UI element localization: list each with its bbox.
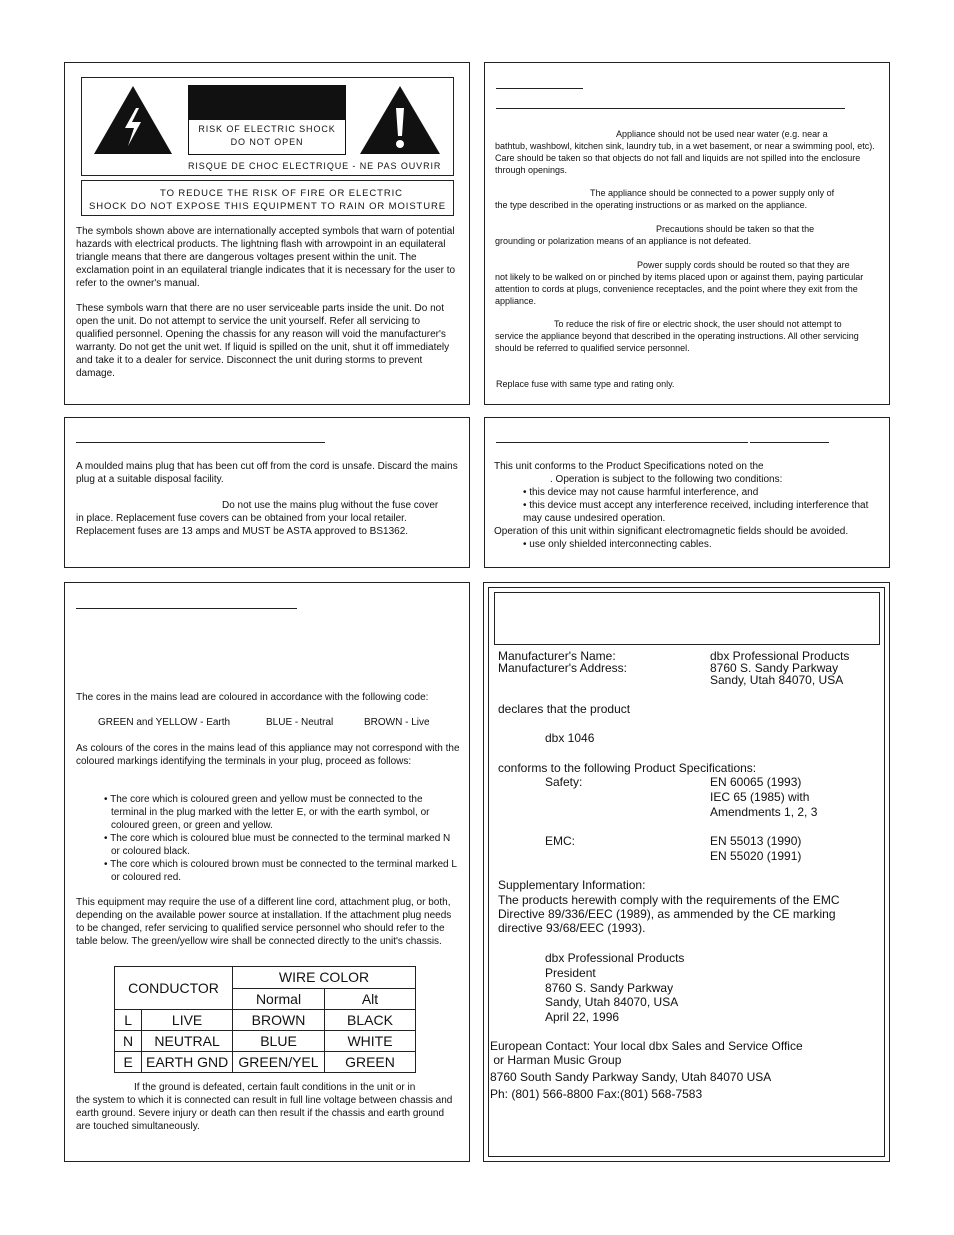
emc-label: EMC: — [545, 834, 575, 848]
signatory-address2: Sandy, Utah 84070, USA — [545, 995, 679, 1009]
fire-warning-line2: SHOCK DO NOT EXPOSE THIS EQUIPMENT TO RAIN OR MOISTURE — [88, 201, 447, 212]
no-serviceable-parts-paragraph: These symbols warn that there are no user serviceable parts inside the unit. Do not open the unit. Do not attempt to service the unit yourself. Refer all servicing to qualified personnel. Opening the chassis for any reason will void the manufacturer's warranty. Do not get the unit wet. If liquid is spilled on the unit, shut it off immediately and take it to a dealer for service. Disconnect the unit during storms to prevent damage. — [76, 303, 450, 379]
manufacturer-name: dbx Professional Products — [710, 649, 850, 663]
safety-label: Safety: — [545, 775, 583, 789]
safety-spec2: IEC 65 (1985) with — [710, 790, 810, 804]
fcc-heading-rule — [496, 442, 748, 443]
supplementary-line2: Directive 89/336/EEC (1989), as ammended by the CE marking — [498, 907, 836, 921]
uk-paragraph2: As colours of the cores in the mains lead of this appliance may not correspond with the coloured markings identifying the terminals in your plug, proceed as follows: — [76, 743, 460, 767]
table-row — [115, 1010, 416, 1031]
plug-paragraph2-line1: Do not use the mains plug without the fuse cover — [222, 500, 439, 511]
plug-heading-rule — [76, 442, 325, 443]
fcc-bullet2: • this device must accept any interference received, including interference that may cause undesired operation. — [523, 500, 869, 524]
fcc-line3: Operation of this unit within significant electromagnetic fields should be avoided. — [494, 526, 849, 537]
shock-warning-line1: RISK OF ELECTRIC SHOCK — [198, 124, 336, 134]
manufacturer-name-label: Manufacturer's Name: — [498, 649, 616, 663]
signatory-date: April 22, 1996 — [545, 1010, 620, 1024]
safety-spec1: EN 60065 (1993) — [710, 775, 802, 789]
uk-bullet1: • The core which is coloured green and yellow must be connected to the terminal in the plug marked with the letter E, or with the earth symbol, or coloured green, or green and yellow. — [104, 794, 430, 831]
power-line2: the type described in the operating instructions or as marked on the appliance. — [495, 200, 808, 210]
power-line1: The appliance should be connected to a power supply only of — [590, 188, 835, 198]
conductor-code: L — [115, 1010, 142, 1031]
cord-line1: Power supply cords should be routed so that they are — [637, 260, 850, 270]
signatory-title: President — [545, 966, 596, 980]
table-row — [115, 1031, 416, 1052]
grounding-line2: grounding or polarization means of an appliance is not defeated. — [495, 236, 752, 246]
symbols-paragraph: The symbols shown above are internationally accepted symbols that warn of potential hazards with electrical products. The lightning flash with arrowpoint in an equilateral triangle means that there are dangerous voltages present within the unit. The exclamation point in an equilateral triangle indicates that it is necessary for the user to refer to the owner's manual. — [76, 226, 456, 289]
uk-paragraph3: This equipment may require the use of a different line cord, attachment plug, or both, depending on the available power source at installation. If the attachment plug needs to be changed, refer servicing to qualified service personnel who should refer to the table below. The green/yellow wire shall be connected directly to the unit's chassis. — [76, 897, 452, 947]
supplementary-line3: directive 93/68/EEC (1993). — [498, 921, 646, 935]
product-name: dbx 1046 — [545, 731, 595, 745]
alt-header: Alt — [325, 988, 416, 1010]
uk-bullet3: • The core which is coloured brown must be connected to the terminal marked L or coloured red. — [104, 859, 457, 883]
conductor-code: N — [115, 1031, 142, 1052]
fcc-line1: This unit conforms to the Product Specifications noted on the — [494, 461, 764, 472]
manufacturer-address2: Sandy, Utah 84070, USA — [710, 673, 844, 687]
safety-heading-rule — [496, 88, 583, 89]
conductor-header: CONDUCTOR — [115, 967, 233, 1010]
fire-warning-line1: TO REDUCE THE RISK OF FIRE OR ELECTRIC — [160, 188, 403, 199]
european-contact-line4: Ph: (801) 566-8800 Fax:(801) 568-7583 — [490, 1087, 703, 1101]
water-line1: Appliance should not be used near water (e.g. near a — [616, 129, 828, 139]
servicing-line1: To reduce the risk of fire or electric shock, the user should not attempt to — [554, 319, 842, 329]
supplementary-line1: The products herewith comply with the requirements of the EMC — [498, 893, 840, 907]
mains-plug-panel — [64, 417, 470, 568]
conductor-name: NEUTRAL — [142, 1031, 233, 1052]
emc-spec2: EN 55020 (1991) — [710, 849, 802, 863]
european-contact-line2: or Harman Music Group — [490, 1053, 622, 1067]
safety-subheading-rule — [496, 108, 845, 109]
signatory-address1: 8760 S. Sandy Parkway — [545, 981, 674, 995]
fcc-bullet1: • this device may not cause harmful interference, and — [523, 487, 759, 498]
code-brown: BROWN - Live — [364, 717, 430, 728]
manufacturer-address-label: Manufacturer's Address: — [498, 661, 628, 675]
normal-color: BLUE — [233, 1031, 325, 1052]
plug-paragraph2-rest: in place. Replacement fuse covers can be obtained from your local retailer. Replacement fuses are 13 amps and MUST be ASTA approved to BS1362. — [76, 513, 409, 537]
french-warning: RISQUE DE CHOC ELECTRIQUE - NE PAS OUVRIR — [188, 161, 442, 171]
code-green-yellow: GREEN and YELLOW - Earth — [98, 717, 231, 728]
signatory-company: dbx Professional Products — [545, 951, 685, 965]
cord-rest: not likely to be walked on or pinched by items placed upon or against them, paying particular attention to cords at plugs, convenience receptacles, and the point where they exit from the appliance. — [495, 272, 864, 306]
exclamation-triangle-icon — [358, 84, 442, 156]
table-row — [115, 1052, 416, 1073]
conductor-name: EARTH GND — [142, 1052, 233, 1073]
wire-color-header: WIRE COLOR — [233, 967, 416, 989]
ground-warning-line1: If the ground is defeated, certain fault conditions in the unit or in — [134, 1082, 416, 1093]
servicing-rest: service the appliance beyond that described in the operating instructions. All other servicing should be referred to qualified service personnel. — [495, 331, 859, 353]
normal-color: GREEN/YEL — [233, 1052, 325, 1073]
conductor-code: E — [115, 1052, 142, 1073]
supplementary-title: Supplementary Information: — [498, 878, 646, 892]
conforms-text: conforms to the following Product Specifications: — [498, 761, 757, 775]
fcc-line2: . Operation is subject to the following two conditions: — [550, 474, 783, 485]
wire-color-table — [114, 966, 416, 1073]
conductor-name: LIVE — [142, 1010, 233, 1031]
shock-warning-line2: DO NOT OPEN — [230, 137, 304, 147]
normal-color: BROWN — [233, 1010, 325, 1031]
plug-paragraph1: A moulded mains plug that has been cut off from the cord is unsafe. Discard the mains plug at a suitable disposal facility. — [76, 461, 458, 485]
alt-color: BLACK — [325, 1010, 416, 1031]
uk-heading-rule — [76, 608, 297, 609]
alt-color: GREEN — [325, 1052, 416, 1073]
european-contact-line3: 8760 South Sandy Parkway Sandy, Utah 84070 USA — [490, 1070, 772, 1084]
water-rest: bathtub, washbowl, kitchen sink, laundry tub, in a wet basement, or near a swimming pool, etc). Care should be taken so that objects do not fall and liquids are not spilled into the enclosure through openings. — [495, 141, 875, 175]
ground-warning-rest: the system to which it is connected can result in full line voltage between chassis and earth ground. Severe injury or death can then result if the chassis and earth ground are touched simultaneously. — [76, 1095, 453, 1132]
declaration-title-frame — [494, 592, 880, 645]
uk-bullet2: • The core which is coloured blue must be connected to the terminal marked N or coloured black. — [104, 833, 451, 857]
normal-header: Normal — [233, 988, 325, 1010]
grounding-line1: Precautions should be taken so that the — [656, 224, 815, 234]
uk-intro: The cores in the mains lead are coloured in accordance with the following code: — [76, 692, 429, 703]
emc-spec1: EN 55013 (1990) — [710, 834, 802, 848]
fcc-bullet3: • use only shielded interconnecting cables. — [523, 539, 712, 550]
safety-spec3: Amendments 1, 2, 3 — [710, 805, 818, 819]
lightning-triangle-icon — [92, 84, 174, 156]
declares-text: declares that the product — [498, 702, 631, 716]
fcc-heading-rule2 — [750, 442, 829, 443]
fuse-line: Replace fuse with same type and rating only. — [496, 379, 675, 389]
manufacturer-address1: 8760 S. Sandy Parkway — [710, 661, 839, 675]
code-blue: BLUE - Neutral — [266, 717, 334, 728]
european-contact-line1: European Contact: Your local dbx Sales and Service Office — [490, 1039, 803, 1053]
alt-color: WHITE — [325, 1031, 416, 1052]
